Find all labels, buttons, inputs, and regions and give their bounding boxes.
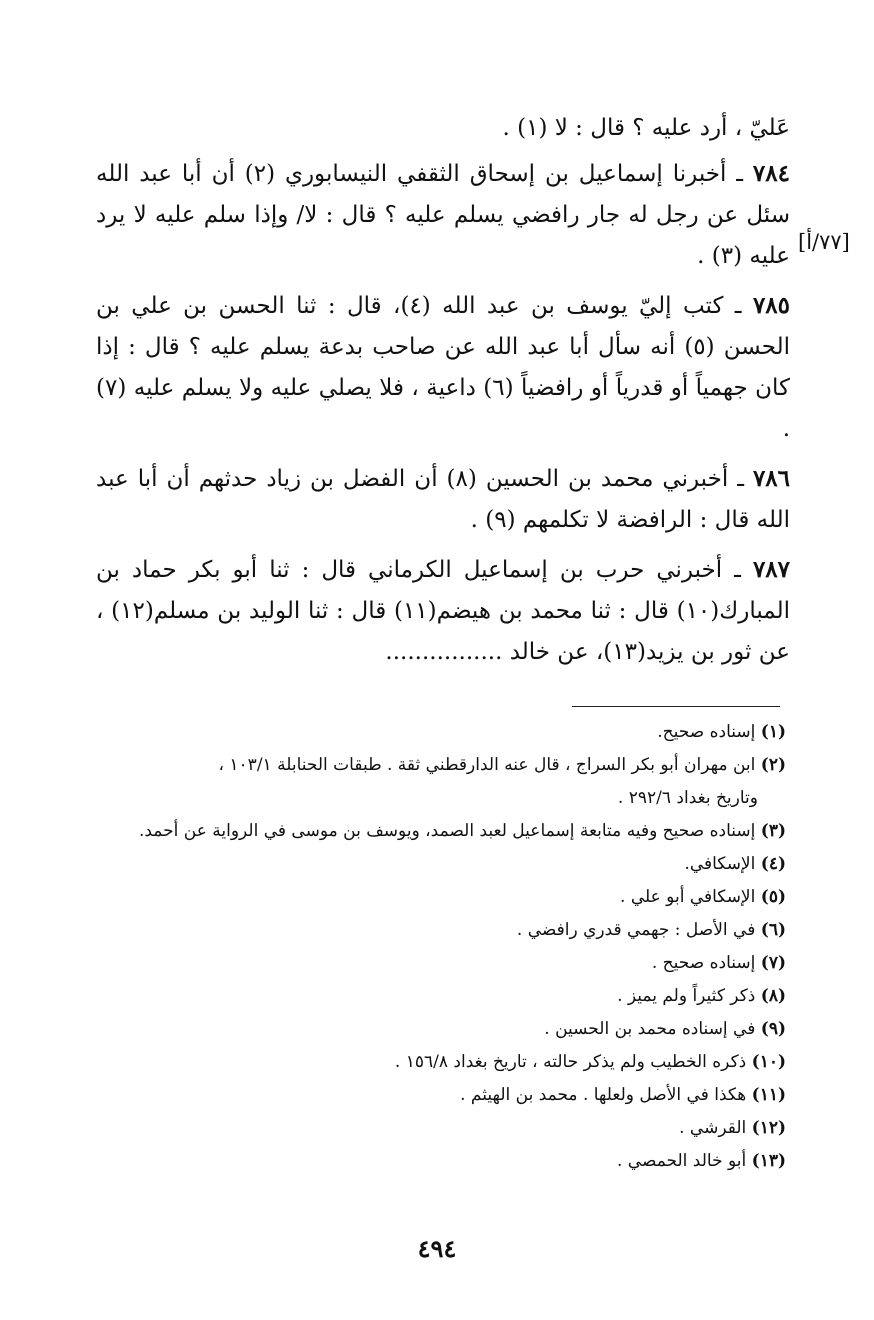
footnote-11 <box>96 1079 786 1112</box>
entry-text: أخبرني حرب بن إسماعيل الكرماني قال : ثنا أبو بكر حماد بن المبارك(١٠) قال : ثنا محمد بن هيضم(١١) قال : ثنا الوليد بن مسلم(١٢) ، عن ثور بن يزيد(١٣)، عن خالد ................ <box>96 557 790 665</box>
footnote-2 <box>96 749 786 782</box>
entry-text: أخبرني محمد بن الحسين (٨) أن الفضل بن زياد حدثهم أن أبا عبد الله قال : الرافضة لا تكلمهم (٩) . <box>96 466 790 533</box>
footnote-text: في الأصل : جهمي قدري رافضي . <box>516 920 756 940</box>
entry-784 <box>96 153 790 277</box>
footnote-label: (١٣) <box>751 1151 786 1171</box>
footnote-text: هكذا في الأصل ولعلها . محمد بن الهيثم . <box>460 1085 747 1105</box>
footnote-text: القرشي . <box>679 1118 747 1138</box>
entry-number: ٧٨٤ <box>752 160 790 187</box>
entry-785 <box>96 285 790 450</box>
footnote-text: ذكر كثيراً ولم يميز . <box>617 986 756 1006</box>
entry-dash: ـ <box>726 161 744 187</box>
footnote-label: (١٢) <box>751 1118 786 1138</box>
footnote-text: إسناده صحيح. <box>657 722 756 742</box>
entry-dash: ـ <box>722 557 741 583</box>
footnote-text: إسناده صحيح . <box>651 953 756 973</box>
footnote-text: ابن مهران أبو بكر السراج ، قال عنه الدارقطني ثقة . طبقات الحنابلة ١٠٣/١ ، <box>218 755 756 775</box>
footnote-text: الإسكافي أبو علي . <box>620 887 756 907</box>
entry-number: ٧٨٧ <box>752 556 790 583</box>
footnote-13 <box>96 1145 786 1178</box>
entry-dash: ـ <box>723 293 742 319</box>
entry-text: أخبرنا إسماعيل بن إسحاق الثقفي النيسابوري (٢) أن أبا عبد الله سئل عن رجل له جار رافضي يسلم عليه ؟ قال : لا/ وإذا سلم عليه لا يرد عليه (٣) . <box>96 161 790 269</box>
footnote-label: (٦) <box>760 920 786 940</box>
entry-number: ٧٨٦ <box>752 465 790 492</box>
footnote-6 <box>96 914 786 947</box>
entry-number: ٧٨٥ <box>752 292 790 319</box>
main-text-block <box>96 108 790 681</box>
entry-786 <box>96 458 790 541</box>
entry-787 <box>96 549 790 673</box>
footnote-9 <box>96 1013 786 1046</box>
footnote-7 <box>96 947 786 980</box>
footnote-4 <box>96 848 786 881</box>
footnote-text: إسناده صحيح وفيه متابعة إسماعيل لعبد الصمد، ويوسف بن موسى في الرواية عن أحمد. <box>138 821 756 841</box>
footnotes-block <box>96 716 786 1178</box>
footnote-text: في إسناده محمد بن الحسين . <box>544 1019 756 1039</box>
footnote-label: (١١) <box>751 1085 786 1105</box>
footnote-label: (١٠) <box>751 1052 786 1072</box>
footnote-label: (٤) <box>760 854 786 874</box>
footnote-2-continuation: وتاريخ بغداد ٢٩٢/٦ . <box>617 788 758 808</box>
footnote-10 <box>96 1046 786 1079</box>
footnote-8 <box>96 980 786 1013</box>
footnote-text: ذكره الخطيب ولم يذكر حالته ، تاريخ بغداد ١٥٦/٨ . <box>394 1052 747 1072</box>
footnote-label: (٨) <box>760 986 786 1006</box>
opening-line: عَليّ ، أرد عليه ؟ قال : لا (١) . <box>502 115 790 141</box>
entry-text: كتب إليّ يوسف بن عبد الله (٤)، قال : ثنا الحسن بن علي بن الحسن (٥) أنه سأل أبا عبد الله عن صاحب بدعة يسلم عليه ؟ قال : إذا كان جهمياً أو قدرياً أو رافضياً (٦) داعية ، فلا يصلي عليه ولا يسلم عليه (٧) . <box>96 293 790 442</box>
footnote-divider <box>572 706 780 707</box>
footnote-1 <box>96 716 786 749</box>
footnote-label: (٣) <box>760 821 786 841</box>
page-number: ٤٩٤ <box>417 1234 457 1263</box>
footnote-5 <box>96 881 786 914</box>
footnote-12 <box>96 1112 786 1145</box>
footnote-text: أبو خالد الحمصي . <box>616 1151 747 1171</box>
footnote-3 <box>96 815 786 848</box>
entry-dash: ـ <box>728 466 744 492</box>
footnote-label: (١) <box>760 722 786 742</box>
footnote-label: (٥) <box>760 887 786 907</box>
footnote-text: الإسكافي. <box>684 854 756 874</box>
footnote-label: (٧) <box>760 953 786 973</box>
manuscript-folio-reference: [٧٧/أ] <box>798 230 850 254</box>
footnote-label: (٢) <box>760 755 786 775</box>
footnote-label: (٩) <box>760 1019 786 1039</box>
